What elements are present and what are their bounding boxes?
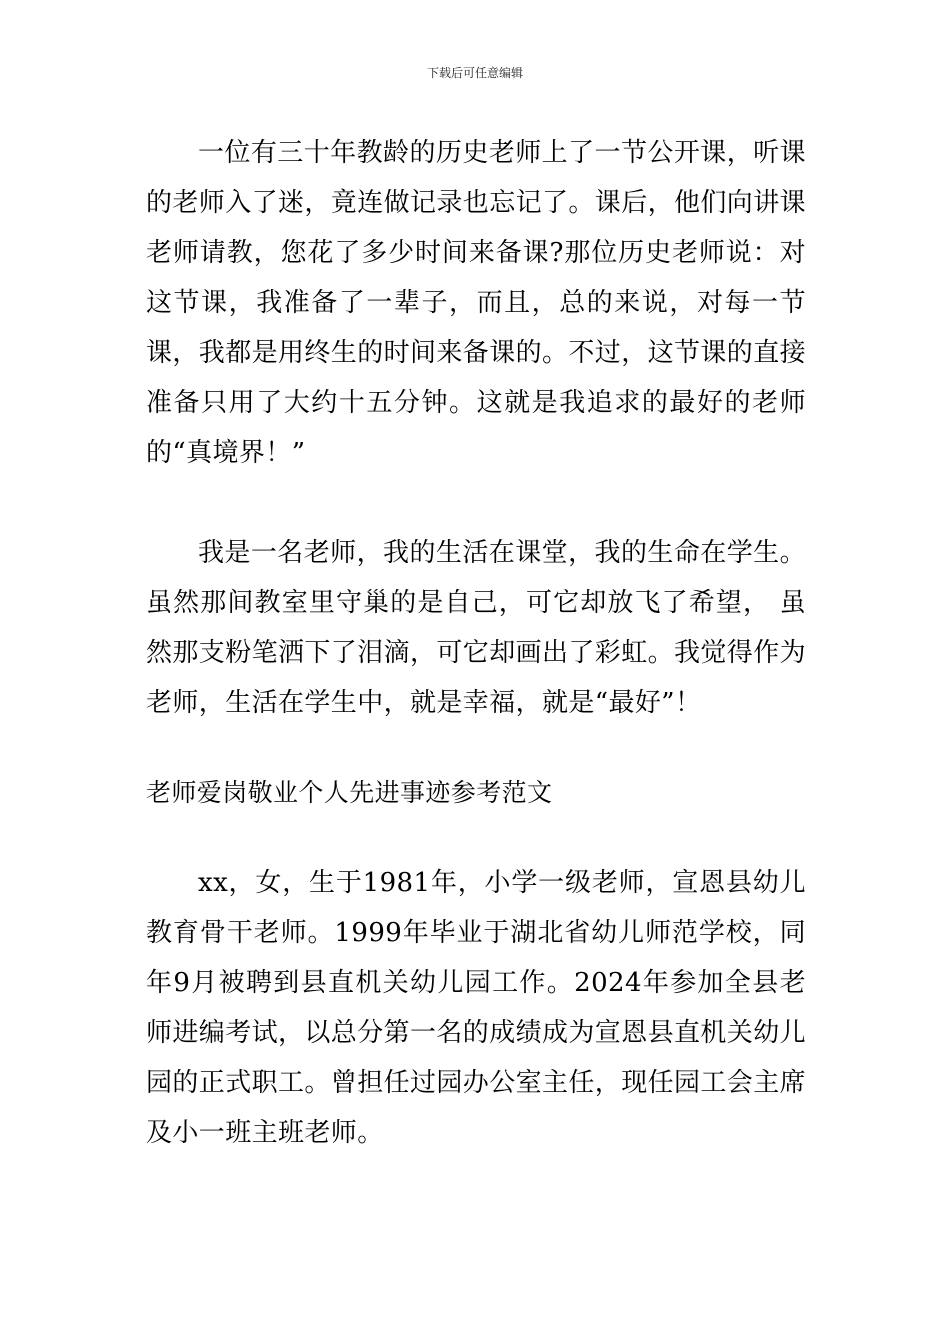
paragraph-profile: xx，女，生于1981年，小学一级老师，宣恩县幼儿教育骨干老师。1999年毕业于湖北省幼儿师范学校，同年9月被聘到县直机关幼儿园工作。2024年参加全县老师进编考试，以总分第一名的成绩成为宣恩县直机关幼儿园的正式职工。曾担任过园办公室主任，现任园工会主席及小一班主班老师。 — [146, 868, 807, 1148]
section-title: 老师爱岗敬业个人先进事迹参考范文 — [146, 778, 553, 807]
paragraph-spacer — [146, 478, 806, 528]
paragraph-spacer — [146, 818, 806, 858]
page-header-note: 下载后可任意编辑 — [426, 66, 523, 80]
paragraph-spacer — [146, 728, 806, 768]
paragraph-teacher-life: 我是一名老师，我的生活在课堂，我的生命在学生。虽然那间教室里守巢的是自己，可它却放飞了希望， 虽然那支粉笔洒下了泪滴，可它却画出了彩虹。我觉得作为老师，生活在学生中，就是幸福，就是“最好”！ — [146, 538, 807, 718]
document-body — [146, 128, 806, 1158]
paragraph-history-teacher: 一位有三十年教龄的历史老师上了一节公开课，听课的老师入了迷，竟连做记录也忘记了。课后，他们向讲课老师请教，您花了多少时间来备课?那位历史老师说：对这节课，我准备了一辈子，而且，总的来说，对每一节课，我都是用终生的时间来备课的。不过，这节课的直接准备只用了大约十五分钟。这就是我追求的最好的老师的“真境界！” — [146, 138, 807, 468]
